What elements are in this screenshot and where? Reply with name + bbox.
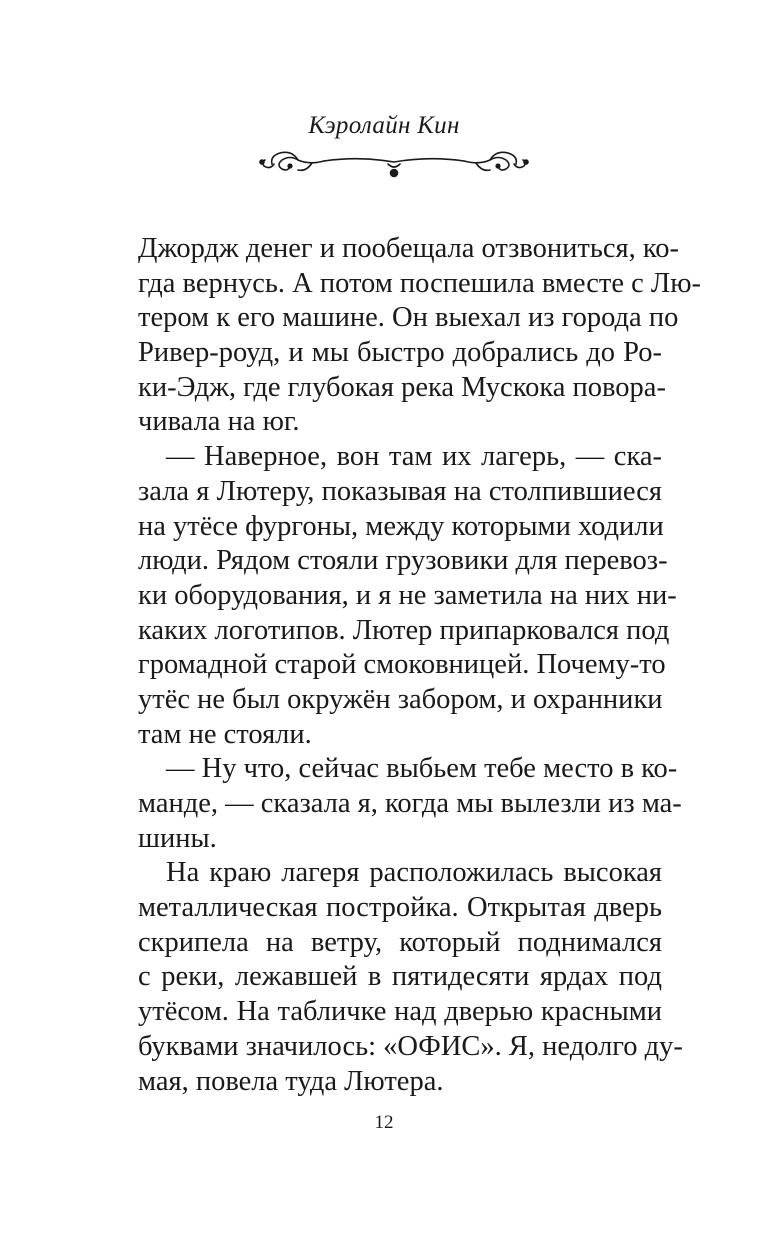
text-line: утёс не был окружён забором, и охранники — [138, 683, 663, 715]
text-line: мая, повела туда Лютера. — [138, 1065, 444, 1097]
text-line: Ривер-роуд, и мы быстро добрались до Ро- — [138, 337, 662, 369]
text-line: металлическая постройка. Открытая дверь — [138, 892, 662, 924]
text-line: ки оборудования, и я не заметила на них ни- — [138, 579, 677, 611]
text-line: каких логотипов. Лютер припарковался под — [138, 614, 670, 646]
text-line: с реки, лежавшей в пятидесяти ярдах под — [138, 961, 662, 993]
text-line: чивала на юг. — [138, 406, 300, 438]
text-line: шины. — [138, 822, 217, 854]
text-line: — Ну что, сейчас выбьем тебе место в ко- — [166, 753, 678, 785]
text-line: буквами значилось: «ОФИС». Я, недолго ду- — [138, 1030, 683, 1062]
text-line: на утёсе фургоны, между которыми ходили — [138, 510, 664, 542]
text-line: люди. Рядом стояли грузовики для перевоз- — [138, 545, 668, 577]
text-line: утёсом. На табличке над дверью красными — [138, 996, 662, 1028]
decorative-flourish-icon — [254, 146, 534, 184]
text-line: ки-Эдж, где глубокая река Мускока повора- — [138, 371, 666, 403]
text-line: громадной старой смоковницей. Почему-то — [138, 649, 666, 681]
text-line: там не стояли. — [138, 718, 312, 750]
page-number: 12 — [374, 1112, 394, 1133]
running-head-title: Кэролайн Кин — [308, 112, 460, 139]
text-line: скрипела на ветру, который поднимался — [138, 926, 662, 958]
text-line: На краю лагеря расположилась высокая — [166, 857, 662, 889]
text-line: гда вернусь. А потом поспешила вместе с Лю- — [138, 267, 702, 299]
text-line: манде, — сказала я, когда мы вылезли из ма- — [138, 788, 682, 819]
body-text — [138, 232, 702, 1099]
text-line: тером к его машине. Он выехал из города по — [138, 302, 679, 334]
text-line: — Наверное, вон там их лагерь, — ска- — [166, 441, 662, 473]
text-line: зала я Лютеру, показывая на столпившиеся — [138, 475, 662, 507]
text-line: Джордж денег и пообещала отзвониться, ко- — [138, 233, 680, 264]
